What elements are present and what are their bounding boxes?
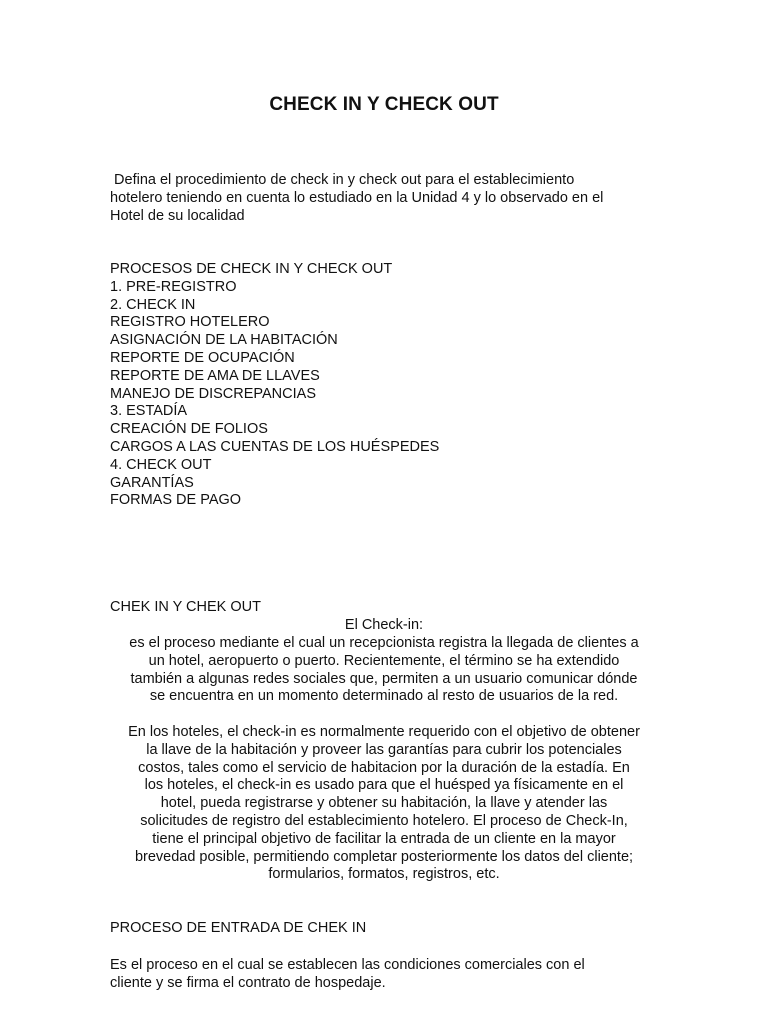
process-item: CREACIÓN DE FOLIOS [110, 421, 268, 438]
entrada-paragraph [110, 957, 670, 993]
checkin-hotels-paragraph [104, 724, 664, 884]
process-list [110, 261, 670, 510]
process-item: MANEJO DE DISCREPANCIAS [110, 385, 316, 402]
process-item: GARANTÍAS [110, 474, 194, 491]
paragraph-line: también a algunas redes sociales que, permiten a un usuario comunicar dónde [130, 670, 638, 687]
process-list-heading: PROCESOS DE CHECK IN Y CHECK OUT [110, 261, 393, 277]
paragraph-line: cliente y se firma el contrato de hospedaje. [110, 974, 386, 991]
paragraph-line: hotel, pueda registrarse y obtener su habitación, la llave y atender las [160, 795, 608, 812]
process-item: 3. ESTADÍA [110, 403, 188, 420]
intro-paragraph [110, 172, 670, 225]
process-item: CARGOS A LAS CUENTAS DE LOS HUÉSPEDES [110, 438, 440, 455]
paragraph-line: formularios, formatos, registros, etc. [268, 866, 500, 883]
paragraph-line: Es el proceso en el cual se establecen las condiciones comerciales con el [110, 957, 585, 973]
process-item: 1. PRE-REGISTRO [110, 278, 237, 295]
process-item: 2. CHECK IN [110, 296, 196, 313]
process-item: 4. CHECK OUT [110, 456, 212, 473]
paragraph-line: brevedad posible, permitiendo completar posteriormente los datos del cliente; [134, 848, 634, 865]
paragraph-line: un hotel, aeropuerto o puerto. Recientemente, el término se ha extendido [148, 652, 620, 669]
intro-line: hotelero teniendo en cuenta lo estudiado en la Unidad 4 y lo observado en el [110, 189, 604, 206]
paragraph-line: costos, tales como el servicio de habitacion por la duración de la estadía. En [138, 759, 630, 776]
section-heading-chek-in: CHEK IN Y CHEK OUT [110, 599, 261, 615]
process-item: REPORTE DE OCUPACIÓN [110, 349, 295, 366]
document-title: CHECK IN Y CHECK OUT [269, 94, 499, 115]
process-item: ASIGNACIÓN DE LA HABITACIÓN [110, 332, 338, 349]
process-item: REGISTRO HOTELERO [110, 314, 270, 331]
process-item: REPORTE DE AMA DE LLAVES [110, 367, 320, 384]
intro-line: Hotel de su localidad [110, 207, 245, 224]
checkin-label: El Check-in: [344, 617, 424, 633]
paragraph-line: los hoteles, el check-in es usado para que el huésped ya físicamente en el [144, 777, 624, 794]
checkin-definition-paragraph [104, 635, 664, 706]
paragraph-line: se encuentra en un momento determinado al resto de usuarios de la red. [149, 688, 619, 705]
section-heading-entrada: PROCESO DE ENTRADA DE CHEK IN [110, 920, 367, 936]
paragraph-line: solicitudes de registro del establecimiento hotelero. El proceso de Check-In, [140, 812, 628, 829]
paragraph-line: tiene el principal objetivo de facilitar la entrada de un cliente en la mayor [152, 830, 616, 847]
paragraph-line: es el proceso mediante el cual un recepcionista registra la llegada de clientes a [129, 635, 639, 651]
intro-line: Defina el procedimiento de check in y check out para el establecimiento [110, 172, 575, 188]
paragraph-line: la llave de la habitación y proveer las garantías para cubrir los potenciales [146, 741, 622, 758]
paragraph-line: En los hoteles, el check-in es normalmente requerido con el objetivo de obtener [128, 724, 640, 740]
process-item: FORMAS DE PAGO [110, 492, 242, 509]
